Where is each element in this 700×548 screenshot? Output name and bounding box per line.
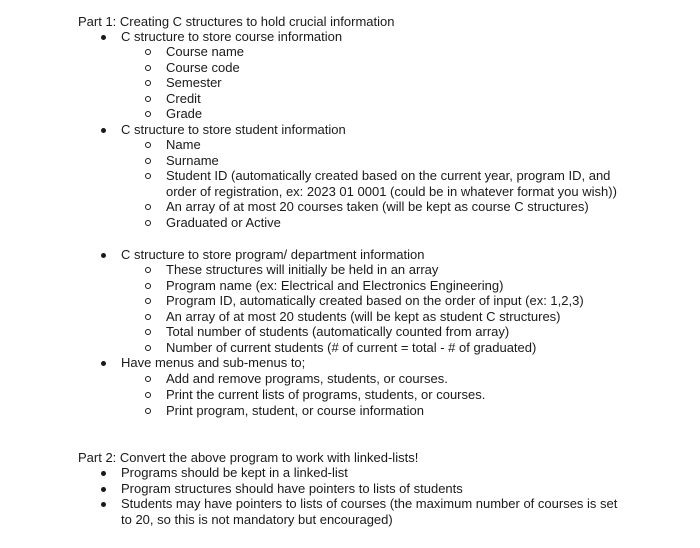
student-item: Surname	[166, 153, 219, 168]
circle-bullet-icon	[145, 158, 151, 164]
program-item: These structures will initially be held in an array	[166, 262, 439, 277]
bullet-icon	[101, 253, 106, 258]
menus-item: Print program, student, or course information	[166, 403, 424, 418]
circle-bullet-icon	[145, 408, 151, 414]
circle-bullet-icon	[145, 267, 151, 273]
bullet-icon	[101, 502, 106, 507]
circle-bullet-icon	[145, 392, 151, 398]
circle-bullet-icon	[145, 220, 151, 226]
part2-item: Students may have pointers to lists of courses (the maximum number of courses is set	[121, 496, 618, 511]
part2-item: Programs should be kept in a linked-list	[121, 465, 348, 480]
student-item: Name	[166, 137, 201, 152]
circle-bullet-icon	[145, 283, 151, 289]
student-item: An array of at most 20 courses taken (will be kept as course C structures)	[166, 199, 589, 214]
part2-item-continued: to 20, so this is not mandatory but encouraged)	[121, 512, 393, 527]
course-item: Course name	[166, 44, 245, 59]
circle-bullet-icon	[145, 173, 151, 179]
course-item: Course code	[166, 60, 240, 75]
circle-bullet-icon	[145, 65, 151, 71]
circle-bullet-icon	[145, 142, 151, 148]
circle-bullet-icon	[145, 345, 151, 351]
circle-bullet-icon	[145, 329, 151, 335]
bullet-icon	[101, 35, 106, 40]
circle-bullet-icon	[145, 96, 151, 102]
circle-bullet-icon	[145, 80, 151, 86]
menus-item: Print the current lists of programs, students, or courses.	[166, 387, 486, 402]
bullet-icon	[101, 487, 106, 492]
part2-item: Program structures should have pointers to lists of students	[121, 481, 463, 496]
circle-bullet-icon	[145, 111, 151, 117]
program-item: Program name (ex: Electrical and Electronics Engineering)	[166, 278, 504, 293]
program-item: Total number of students (automatically counted from array)	[166, 324, 510, 339]
circle-bullet-icon	[145, 298, 151, 304]
bullet-icon	[101, 128, 106, 133]
circle-bullet-icon	[145, 204, 151, 210]
course-item: Semester	[166, 75, 222, 90]
part2-heading: Part 2: Convert the above program to work with linked-lists!	[78, 450, 419, 465]
course-item: Credit	[166, 91, 201, 106]
part1-heading: Part 1: Creating C structures to hold crucial information	[78, 14, 395, 29]
program-item: Number of current students (# of current = total - # of graduated)	[166, 340, 537, 355]
program-structure-title: C structure to store program/ department information	[121, 247, 425, 262]
bullet-icon	[101, 361, 106, 366]
bullet-icon	[101, 471, 106, 476]
program-item: An array of at most 20 students (will be kept as student C structures)	[166, 309, 561, 324]
course-structure-title: C structure to store course information	[121, 29, 343, 44]
student-item: Student ID (automatically created based on the current year, program ID, and	[166, 168, 611, 183]
student-item-continued: order of registration, ex: 2023 01 0001 (could be in whatever format you wish))	[166, 184, 617, 199]
menus-item: Add and remove programs, students, or courses.	[166, 371, 448, 386]
student-item: Graduated or Active	[166, 215, 281, 230]
menus-title: Have menus and sub-menus to;	[121, 355, 306, 370]
circle-bullet-icon	[145, 49, 151, 55]
program-item: Program ID, automatically created based on the order of input (ex: 1,2,3)	[166, 293, 584, 308]
student-structure-title: C structure to store student information	[121, 122, 346, 137]
circle-bullet-icon	[145, 314, 151, 320]
circle-bullet-icon	[145, 376, 151, 382]
course-item: Grade	[166, 106, 203, 121]
